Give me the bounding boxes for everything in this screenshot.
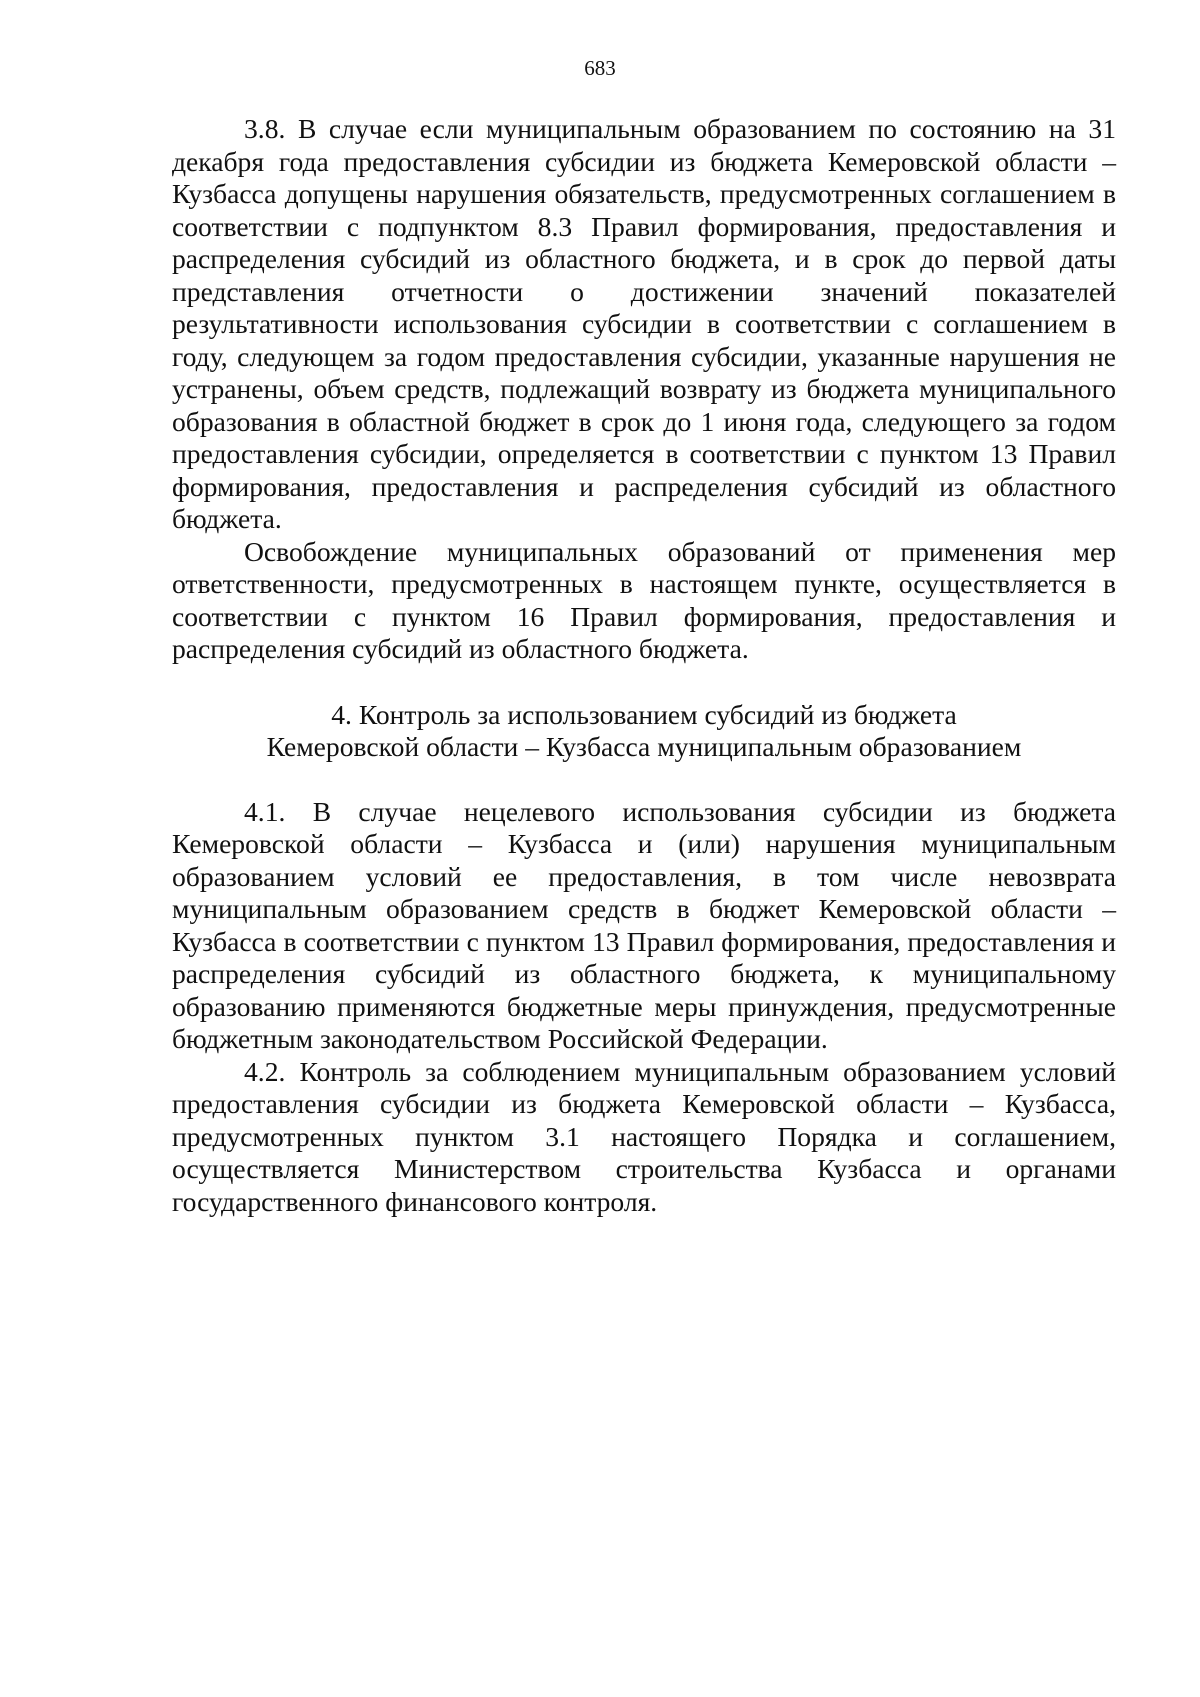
paragraph-4-2: 4.2. Контроль за соблюдением муниципальным образованием условий предоставления субсидии из бюджета Кемеровской области – Кузбасса, предусмотренных пунктом 3.1 настоящего Порядка и соглашением, осуществляется Министерством строительства Кузбасса и органами государственного финансового контроля.	[172, 1055, 1116, 1217]
page-number: 683	[584, 56, 616, 80]
section-4-heading	[172, 699, 1116, 764]
section-4-heading-line-2: Кемеровской области – Кузбасса муниципальным образованием	[266, 731, 1022, 762]
paragraph-exemption: Освобождение муниципальных образований от применения мер ответственности, предусмотренных в настоящем пункте, осуществляется в соответствии с пунктом 16 Правил формирования, предоставления и распределения субсидий из областного бюджета.	[172, 535, 1116, 664]
section-4-heading-line-1: 4. Контроль за использованием субсидий из бюджета	[331, 698, 957, 730]
paragraph-4-1: 4.1. В случае нецелевого использования субсидии из бюджета Кемеровской области – Кузбасса и (или) нарушения муниципальным образованием условий ее предоставления, в том числе невозврата муниципальным образованием средств в бюджет Кемеровской области – Кузбасса в соответствии с пунктом 13 Правил формирования, предоставления и распределения субсидий из областного бюджета, к муниципальному образованию применяются бюджетные меры принуждения, предусмотренные бюджетным законодательством Российской Федерации.	[172, 795, 1116, 1054]
paragraph-3-8: 3.8. В случае если муниципальным образованием по состоянию на 31 декабря года предоставления субсидии из бюджета Кемеровской области – Кузбасса допущены нарушения обязательств, предусмотренных соглашением в соответствии с подпунктом 8.3 Правил формирования, предоставления и распределения субсидий из областного бюджета, и в срок до первой даты представления отчетности о достижении значений показателей результативности использования субсидии в соответствии с соглашением в году, следующем за годом предоставления субсидии, указанные нарушения не устранены, объем средств, подлежащий возврату из бюджета муниципального образования в областной бюджет в срок до 1 июня года, следующего за годом предоставления субсидии, определяется в соответствии с пунктом 13 Правил формирования, предоставления и распределения субсидий из областного бюджета.	[172, 113, 1116, 534]
document-body	[172, 113, 1116, 1218]
